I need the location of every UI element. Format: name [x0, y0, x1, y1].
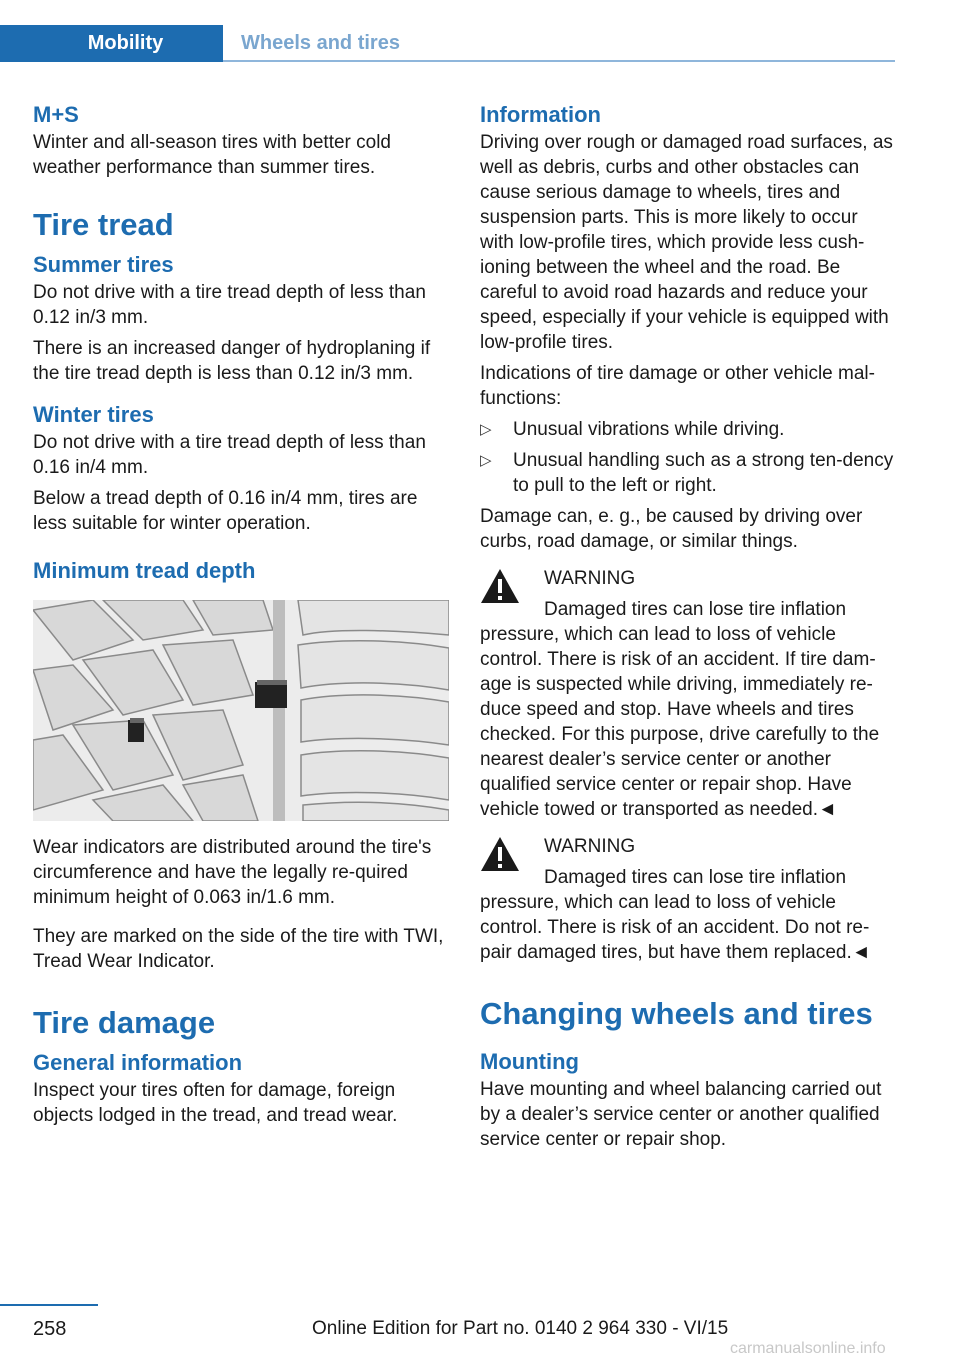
warning-block-1: [480, 566, 896, 822]
changing-wheels-heading: Changing wheels and tires: [480, 996, 873, 1031]
footer-watermark: carmanualsonline.info: [730, 1340, 886, 1357]
general-information-p1: Inspect your tires often for damage, foreign objects lodged in the tread, and tread wear.: [33, 1080, 398, 1126]
warning-triangle-icon: [480, 568, 520, 604]
summer-tires-p1: Do not drive with a tire tread depth of less than 0.12 in/3 mm.: [33, 282, 426, 328]
minimum-tread-p1: Wear indicators are distributed around the tire's circumference and have the legally re‐quired minimum height of 0.063 in/1.6 mm.: [33, 837, 432, 908]
damage-indications-list: [480, 417, 896, 498]
general-information-heading: General information: [33, 1050, 243, 1075]
warning-title: WARNING: [544, 836, 636, 857]
page-header: [0, 25, 895, 62]
information-p1: Driving over rough or damaged road surfaces, as well as debris, curbs and other obstacles can cause serious damage to wheels, tires and suspension parts. This is more likely to occur with low-profile tires, which provide less cush‐ioning between the wheel and the road. Be careful to avoid road hazards and reduce your speed, especially if your vehicle is equipped with low-profile tires.: [480, 132, 893, 353]
mounting-p1: Have mounting and wheel balancing carried out by a dealer’s service center or another qualified service center or repair shop.: [480, 1079, 882, 1150]
footer-edition: Online Edition for Part no. 0140 2 964 330 - VI/15: [312, 1318, 729, 1339]
list-item: [480, 417, 896, 442]
winter-tires-heading: Winter tires: [33, 402, 154, 427]
header-section-label: Mobility: [87, 32, 164, 54]
information-p2: Indications of tire damage or other vehicle mal‐functions:: [480, 363, 875, 409]
information-p3: Damage can, e. g., be caused by driving over curbs, road damage, or similar things.: [480, 506, 863, 552]
header-section-tab: [0, 25, 223, 62]
right-column: [480, 100, 896, 1152]
footer-rule: [0, 1304, 98, 1306]
warning-body: Damaged tires can lose tire inflation pressure, which can lead to loss of vehicle control. There is risk of an accident. Do not re‐pair damaged tires, but have them replaced.◄: [480, 867, 871, 963]
list-item: [480, 448, 896, 498]
tire-tread-heading: Tire tread: [33, 207, 174, 242]
summer-tires-heading: Summer tires: [33, 252, 174, 277]
minimum-tread-heading: Minimum tread depth: [33, 558, 256, 583]
warning-triangle-icon: [480, 836, 520, 872]
list-item-text: Unusual vibrations while driving.: [513, 419, 785, 440]
ms-heading: M+S: [33, 102, 79, 127]
page-number: 258: [33, 1318, 67, 1340]
triangle-bullet-icon: ▷: [480, 452, 492, 469]
warning-block-2: [480, 834, 896, 965]
tire-tread-illustration: [33, 600, 449, 821]
warning-body: Damaged tires can lose tire inflation pressure, which can lead to loss of vehicle control. There is risk of an accident. If tire dam‐age is suspected while driving, immediately re‐duce speed and stop. Have wheels and tires checked. For this purpose, drive carefully to the nearest dealer’s service center or another qualified service center or repair shop. Have vehicle towed or transported as needed.◄: [480, 599, 880, 820]
information-heading: Information: [480, 102, 601, 127]
ms-text: Winter and all-season tires with better cold weather performance than summer tires.: [33, 132, 391, 178]
tire-damage-heading: Tire damage: [33, 1005, 216, 1040]
header-chapter-label: Wheels and tires: [241, 32, 400, 54]
warning-title: WARNING: [544, 568, 636, 589]
winter-tires-p1: Do not drive with a tire tread depth of less than 0.16 in/4 mm.: [33, 432, 426, 478]
list-item-text: Unusual handling such as a strong ten‐dency to pull to the left or right.: [513, 450, 894, 496]
triangle-bullet-icon: ▷: [480, 421, 492, 438]
minimum-tread-p2: They are marked on the side of the tire with TWI, Tread Wear Indicator.: [33, 926, 444, 972]
left-column: [33, 100, 449, 1128]
summer-tires-p2: There is an increased danger of hydroplaning if the tire tread depth is less than 0.12 in/3 mm.: [33, 338, 431, 384]
mounting-heading: Mounting: [480, 1049, 579, 1074]
header-rule: [223, 60, 895, 62]
winter-tires-p2: Below a tread depth of 0.16 in/4 mm, tires are less suitable for winter operation.: [33, 488, 418, 534]
